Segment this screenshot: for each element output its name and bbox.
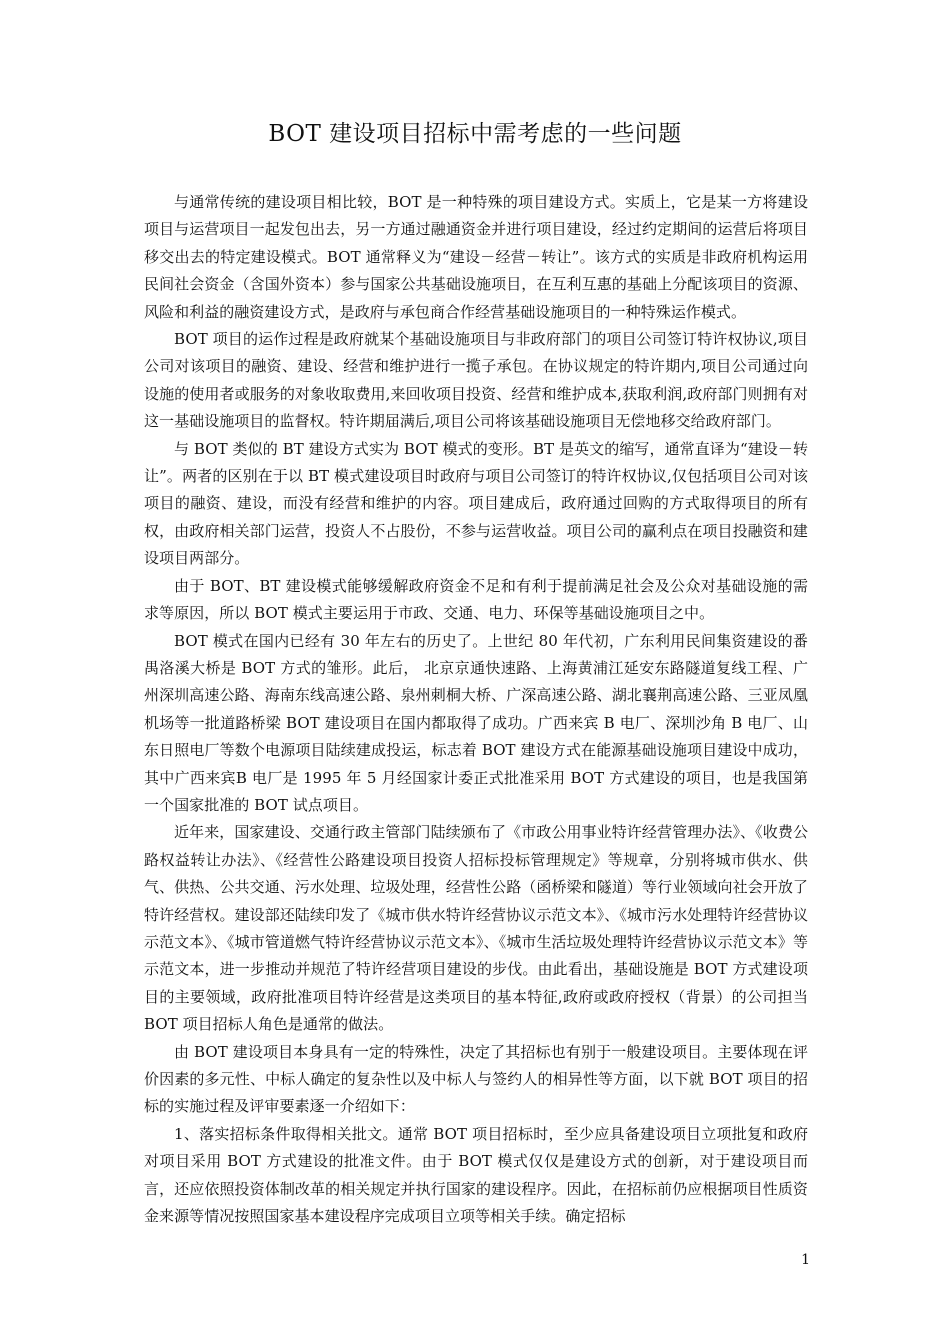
paragraph-8: 1、落实招标条件取得相关批文。通常 BOT 项目招标时，至少应具备建设项目立项批复和政府对项目采用 BOT 方式建设的批准文件。由于 BOT 模式仅仅是建设方式的创新，对于建设项目而言，还应依照投资体制改革的相关规定并执行国家的建设程序。因此，在招标前仍应根据项目性质资金来源等情况按照国家基本建设程序完成项目立项等相关手续。确定招标 <box>144 1124 808 1226</box>
paragraph-7: 由 BOT 建设项目本身具有一定的特殊性，决定了其招标也有别于一般建设项目。主要体现在评价因素的多元性、中标人确定的复杂性以及中标人与签约人的相异性等方面，以下就 BOT 项目的招标的实施过程及评审要素逐一介绍如下： <box>144 1042 808 1116</box>
document-title: BOT 建设项目招标中需考虑的一些问题 <box>268 121 682 147</box>
paragraph-3: 与 BOT 类似的 BT 建设方式实为 BOT 模式的变形。BT 是英文的缩写，通常直译为“建设－转让”。两者的区别在于以 BT 模式建设项目时政府与项目公司签订的特许权协议,仅包括项目公司对该项目的融资、建设，而没有经营和维护的内容。项目建成后，政府通过回购的方式取得项目的所有权，由政府相关部门运营，投资人不占股份，不参与运营收益。项目公司的赢利点在项目投融资和建设项目两部分。 <box>144 439 808 568</box>
paragraph-4: 由于 BOT、BT 建设模式能够缓解政府资金不足和有利于提前满足社会及公众对基础设施的需求等原因，所以 BOT 模式主要运用于市政、交通、电力、环保等基础设施项目之中。 <box>144 576 808 623</box>
paragraph-6: 近年来，国家建设、交通行政主管部门陆续颁布了《市政公用事业特许经营管理办法》、《收费公路权益转让办法》、《经营性公路建设项目投资人招标投标管理规定》等规章，分别将城市供水、供气、供热、公共交通、污水处理、垃圾处理，经营性公路（函桥梁和隧道）等行业领域向社会开放了特许经营权。建设部还陆续印发了《城市供水特许经营协议示范文本》、《城市污水处理特许经营协议示范文本》、《城市管道燃气特许经营协议示范文本》、《城市生活垃圾处理特许经营协议示范文本》等示范文本，进一步推动并规范了特许经营项目建设的步伐。由此看出，基础设施是 BOT 方式建设项目的主要领域，政府批准项目特许经营是这类项目的基本特征,政府或政府授权（背景）的公司担当 BOT 项目招标人角色是通常的做法。 <box>144 823 808 1034</box>
paragraph-2: BOT 项目的运作过程是政府就某个基础设施项目与非政府部门的项目公司签订特许权协议,项目公司对该项目的融资、建设、经营和维护进行一揽子承包。在协议规定的特许期内,项目公司通过向设施的使用者或服务的对象收取费用,来回收项目投资、经营和维护成本,获取利润,政府部门则拥有对这一基础设施项目的监督权。特许期届满后,项目公司将该基础设施项目无偿地移交给政府部门。 <box>144 330 808 431</box>
paragraph-1: 与通常传统的建设项目相比较，BOT 是一种特殊的项目建设方式。实质上，它是某一方将建设项目与运营项目一起发包出去，另一方通过融通资金并进行项目建设，经过约定期间的运营后将项目移交出去的特定建设模式。BOT 通常释义为“建设－经营－转让”。该方式的实质是非政府机构运用民间社会资金（含国外资本）参与国家公共基础设施项目，在互利互惠的基础上分配该项目的资源、风险和利益的融资建设方式，是政府与承包商合作经营基础设施项目的一种特殊运作模式。 <box>144 193 808 321</box>
paragraph-5: BOT 模式在国内已经有 30 年左右的历史了。上世纪 80 年代初，广东利用民间集资建设的番禺洛溪大桥是 BOT 方式的雏形。此后， 北京京通快速路、上海黄浦江延安东路隧道复线工程、广州深圳高速公路、海南东线高速公路、泉州刺桐大桥、广深高速公路、湖北襄荆高速公路、三亚凤凰机场等一批道路桥梁 BOT 建设项目在国内都取得了成功。广西来宾 B 电厂、深圳沙角 B 电厂、山东日照电厂等数个电源项目陆续建成投运，标志着 BOT 建设方式在能源基础设施项目建设中成功，其中广西来宾B 电厂是 1995 年 5 月经国家计委正式批准采用 BOT 方式建设的项目，也是我国第一个国家批准的 BOT 试点项目。 <box>144 631 808 814</box>
page-number: 1 <box>801 1252 810 1268</box>
document-body <box>144 189 808 1230</box>
